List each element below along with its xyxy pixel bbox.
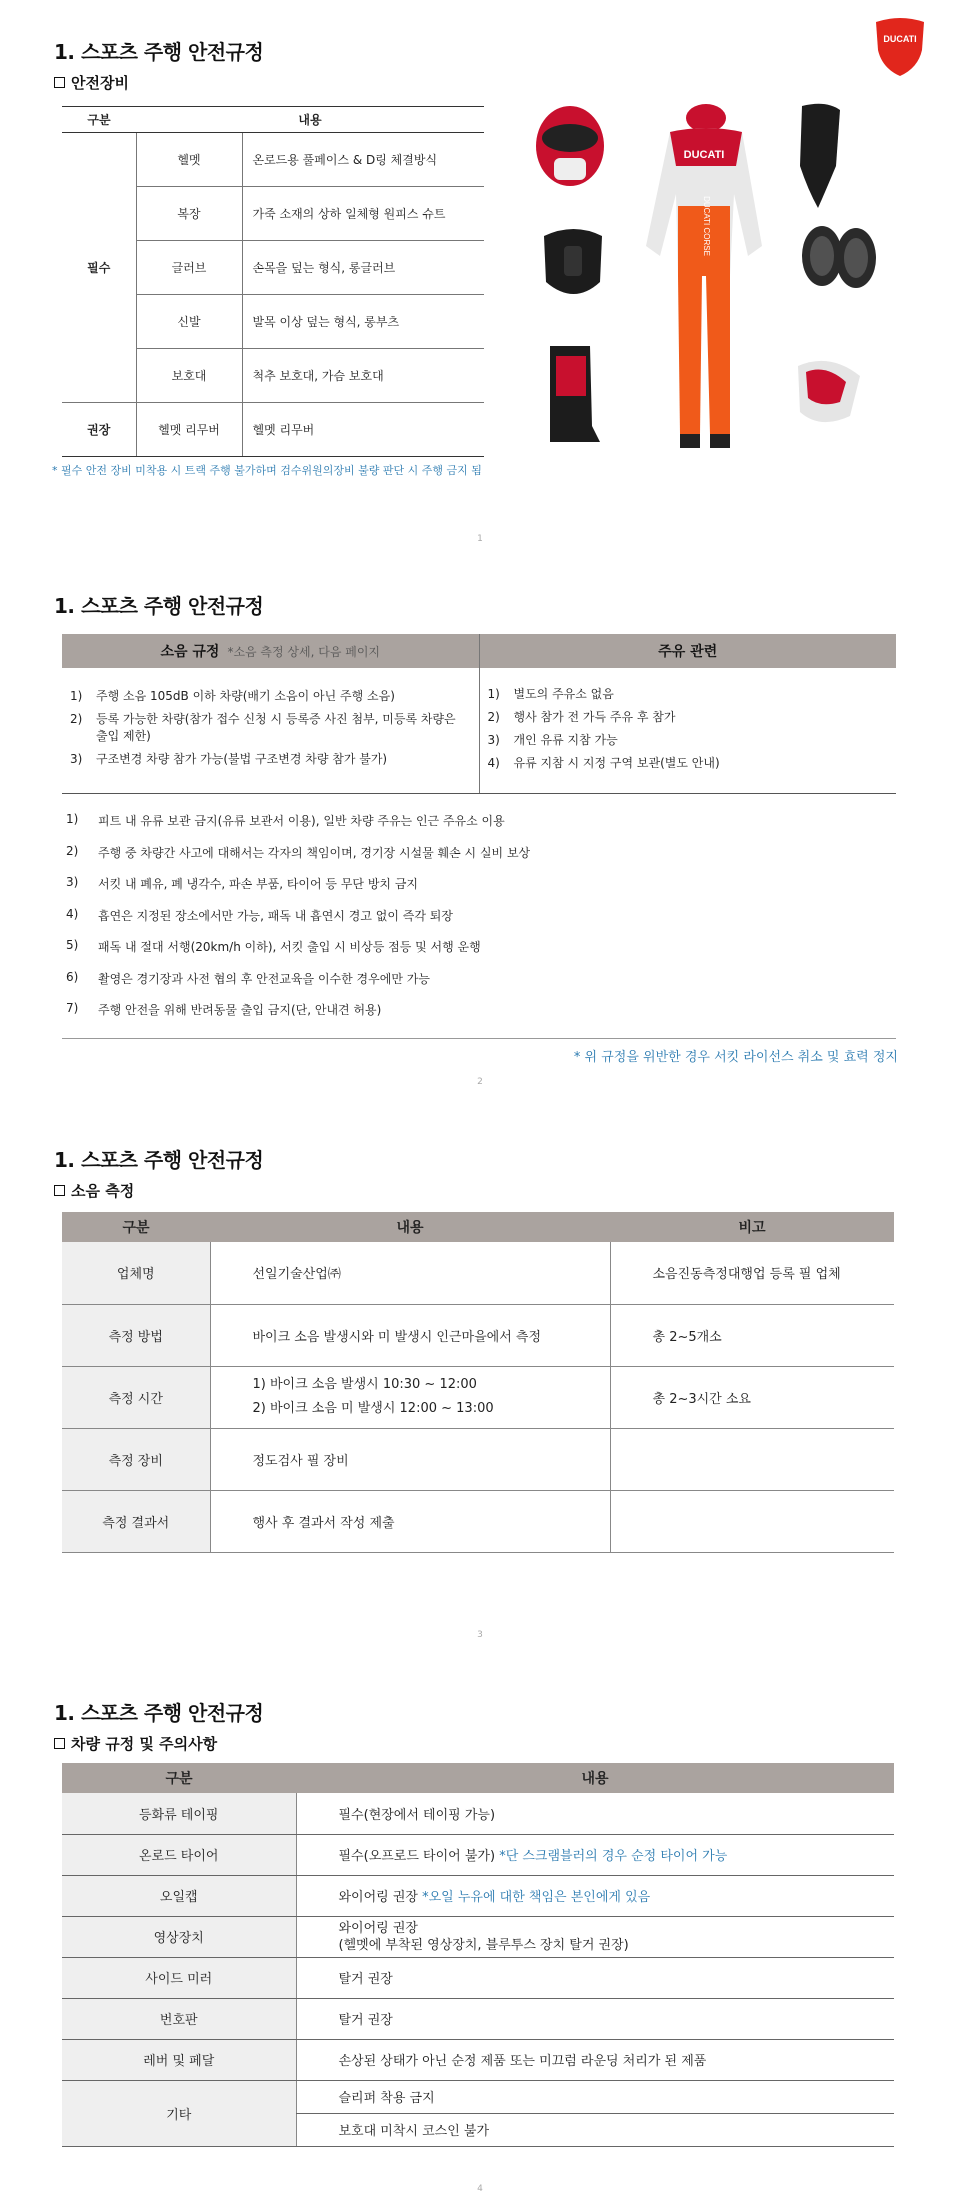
- noise-fuel-header: [62, 634, 896, 668]
- table-row: 기타 슬리퍼 착용 금지: [62, 2080, 894, 2113]
- page-number: 2: [477, 1077, 483, 1087]
- divider: [62, 1038, 896, 1039]
- section-subtitle: 차량 규정 및 주의사항: [54, 1733, 217, 1754]
- noise-header: 소음 규정: [160, 644, 220, 660]
- table-row: 번호판 탈거 권장: [62, 1998, 894, 2039]
- noise-fuel-body: [62, 668, 896, 794]
- safety-gear-image: [530, 96, 890, 466]
- noise-note: *소음 측정 상세, 다음 페이지: [227, 644, 381, 659]
- list-item: 1) 별도의 주유소 없음: [487, 687, 614, 701]
- list-item: 4) 흡연은 지정된 장소에서만 가능, 패독 내 흡연시 경고 없이 즉각 퇴장: [66, 906, 453, 923]
- slide-1: [0, 0, 960, 550]
- table-row: 측정 장비 정도검사 필 장비: [62, 1428, 894, 1490]
- noise-measurement-table: [62, 1212, 894, 1553]
- list-item: 2) 주행 중 차량간 사고에 대해서는 각자의 책임이며, 경기장 시설물 훼손 시 실비 보상: [66, 843, 531, 860]
- footnote: * 필수 안전 장비 미착용 시 트랙 주행 불가하며 검수위원의장비 불량 판단 시 주행 금지 됨: [52, 464, 482, 477]
- ducati-logo: [872, 16, 928, 78]
- category-recommended: 권장: [62, 403, 136, 457]
- table-row: 오일캡 와이어링 권장 *오일 누유에 대한 책임은 본인에게 있음: [62, 1875, 894, 1916]
- table-row: 등화류 테이핑 필수(현장에서 테이핑 가능): [62, 1793, 894, 1834]
- table-row: 복장 가죽 소재의 상하 일체형 원피스 슈트: [62, 187, 484, 241]
- table-row: 영상장치 와이어링 권장 (헬멧에 부착된 영상장치, 블루투스 장치 탈거 권장): [62, 1916, 894, 1957]
- table-row: 측정 방법 바이크 소음 발생시와 미 발생시 인근마을에서 측정 총 2~5개소: [62, 1304, 894, 1366]
- fuel-list: [488, 686, 889, 772]
- table-row: 신발 발목 이상 덮는 형식, 롱부츠: [62, 295, 484, 349]
- table-row: 측정 시간 1) 바이크 소음 발생시 10:30 ~ 12:00 2) 바이크 소음 미 발생시 12:00 ~ 13:00 총 2~3시간 소요: [62, 1366, 894, 1428]
- racing-suit-icon: [646, 104, 762, 448]
- table-row: 필수 헬멧 온로드용 풀페이스 & D링 체결방식: [62, 133, 484, 187]
- svg-text:DUCATI CORSE: DUCATI CORSE: [702, 196, 711, 256]
- footnote: * 위 규정을 위반한 경우 서킷 라이선스 취소 및 효력 정지: [573, 1050, 898, 1065]
- page-title: 1. 스포츠 주행 안전규정: [54, 40, 264, 64]
- list-item: 2) 행사 참가 전 가득 주유 후 참가: [487, 710, 676, 724]
- rules-list: [66, 812, 886, 1033]
- list-item: 3) 개인 유류 지참 가능: [487, 733, 618, 747]
- page-number: 1: [477, 534, 483, 544]
- table-row: 온로드 타이어 필수(오프로드 타이어 불가) *단 스크램블러의 경우 순정 타이어 가능: [62, 1834, 894, 1875]
- boots-icon: [550, 346, 600, 442]
- noise-list: [70, 688, 471, 768]
- column-header: 비고: [610, 1212, 894, 1242]
- table-row: 보호대 미착시 코스인 불가: [62, 2113, 894, 2146]
- table-row: 보호대 척추 보호대, 가슴 보호대: [62, 349, 484, 403]
- column-header: 구분: [62, 1763, 296, 1793]
- back-protector-icon: [800, 104, 840, 208]
- column-header: 내용: [136, 107, 484, 133]
- fuel-header: 주유 관련: [658, 644, 718, 660]
- list-item: 4) 유류 지참 시 지정 구역 보관(별도 안내): [487, 756, 720, 770]
- table-row: 레버 및 페달 손상된 상태가 아닌 순정 제품 또는 미끄럼 라운딩 처리가 된 제품: [62, 2039, 894, 2080]
- table-row: 측정 결과서 행사 후 결과서 작성 제출: [62, 1490, 894, 1552]
- list-item: 7) 주행 안전을 위해 반려동물 출입 금지(단, 안내견 허용): [66, 1001, 382, 1017]
- knee-slider-icon: [802, 226, 876, 288]
- column-header: 내용: [210, 1212, 610, 1242]
- column-header: 구분: [62, 107, 136, 133]
- table-row: 글러브 손목을 덮는 형식, 롱글러브: [62, 241, 484, 295]
- list-item: 1) 피트 내 유류 보관 금지(유류 보관서 이용), 일반 차량 주유는 인근 주유소 이용: [66, 812, 505, 828]
- page-number: 3: [477, 1630, 483, 1640]
- list-item: 5) 패독 내 절대 서행(20km/h 이하), 서킷 출입 시 비상등 점등 및 서행 운행: [66, 938, 481, 954]
- page-title: 1. 스포츠 주행 안전규정: [54, 1701, 264, 1725]
- list-item: 6) 촬영은 경기장과 사전 협의 후 안전교육을 이수한 경우에만 가능: [66, 969, 430, 986]
- safety-gear-table: [62, 106, 484, 457]
- page-number: 4: [477, 2184, 483, 2194]
- category-required: 필수: [62, 133, 136, 403]
- svg-text:DUCATI: DUCATI: [883, 34, 917, 44]
- vehicle-rules-table: [62, 1763, 894, 2147]
- table-row: 권장 헬멧 리무버 헬멧 리무버: [62, 403, 484, 457]
- svg-text:DUCATI: DUCATI: [683, 149, 725, 161]
- page-title: 1. 스포츠 주행 안전규정: [54, 1148, 264, 1172]
- chest-protector-icon: [544, 229, 602, 294]
- gloves-icon: [798, 361, 860, 422]
- checkbox-square-icon: [54, 1185, 65, 1196]
- list-item: 3) 서킷 내 폐유, 폐 냉각수, 파손 부품, 타이어 등 무단 방치 금지: [66, 875, 419, 891]
- table-row: 업체명 선일기술산업㈜ 소음진동측정대행업 등록 필 업체: [62, 1242, 894, 1304]
- helmet-icon: [536, 106, 604, 186]
- column-header: 내용: [296, 1763, 894, 1793]
- list-item: 2) 등록 가능한 차량(참가 접수 신청 시 등록증 사진 첨부, 미등록 차량은 출입 제한): [70, 712, 456, 743]
- section-subtitle: 안전장비: [54, 72, 129, 93]
- checkbox-square-icon: [54, 1738, 65, 1749]
- column-header: 구분: [62, 1212, 210, 1242]
- list-item: 1) 주행 소음 105dB 이하 차량(배기 소음이 아닌 주행 소음): [70, 689, 395, 703]
- list-item: 3) 구조변경 차량 참가 가능(불법 구조변경 차량 참가 불가): [70, 752, 388, 766]
- section-subtitle: 소음 측정: [54, 1180, 134, 1201]
- table-row: 사이드 미러 탈거 권장: [62, 1957, 894, 1998]
- page-title: 1. 스포츠 주행 안전규정: [54, 594, 264, 618]
- checkbox-square-icon: [54, 77, 65, 88]
